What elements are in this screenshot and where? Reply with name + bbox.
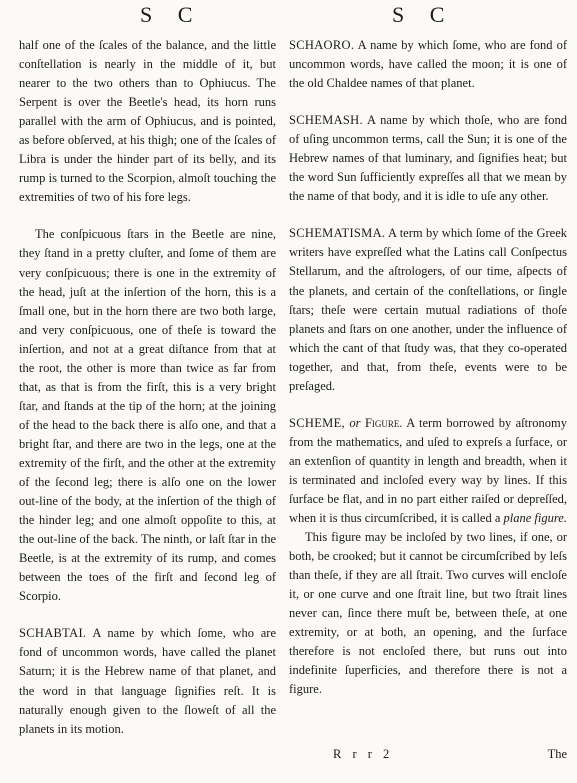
left-running-head: S C <box>140 2 203 27</box>
entry-schematisma <box>289 224 567 395</box>
definition-schemash: A name by which thoſe, who are fond of uſing uncommon terms, call the Sun; it is one of the Hebrew names of that luminary, and ſignifies heat; but the word Sun ſufficiently expreſſes all that we mean by the name of that body, and it is idle to uſe any other. <box>289 113 567 204</box>
definition-schematisma: A term by which ſome of the Greek writers have expreſſed what the Latins call Conſpectus Stellarum, and the aſtrologers, of our time, aſpects of the planets, and certain of the conſtellations, or ſingle ſtars; theſe were certain mutual radiations of thoſe planets and ſtars on one another, under the influence of which the cant of that ſtudy was, that they co-operated together, and that, from theſe, events were to be preſaged. <box>289 226 567 393</box>
definition-schaoro: A name by which ſome, who are fond of uncommon words, have called the moon; it is one of the old Chaldee names of that planet. <box>289 38 568 91</box>
catchword: The <box>547 747 567 761</box>
entry-schemash <box>289 111 567 206</box>
page-footer <box>289 747 567 767</box>
headword-schabtai: SCHABTAI. <box>19 626 87 641</box>
signature-mark: R r r 2 <box>333 747 394 761</box>
left-column <box>19 36 276 739</box>
scheme-figure: Figure. <box>364 415 403 430</box>
headword-schemash: SCHEMASH. <box>289 113 363 128</box>
entry-scheme <box>289 414 567 528</box>
plane-figure-term: plane figure. <box>503 511 567 526</box>
scheme-or: or <box>349 415 361 430</box>
definition-schabtai: A name by which ſome, who are fond of uncommon words, have called the planet Saturn; it is the Hebrew name of that planet, and the word in that language ſignifies reſt. It is naturally enough given to the ſloweſt of all the planets in its motion. <box>19 626 277 736</box>
running-header <box>0 2 577 36</box>
right-column <box>289 36 567 700</box>
headword-scheme: SCHEME, <box>289 415 345 430</box>
definition-scheme-a: A term borrowed by aſtronomy from the mathematics, and uſed to expreſs a ſurface, or an extenſion of quantity in length and breadth, when it is terminated and incloſed every way by lines. If this ſurface be flat, and in no part either raiſed or depreſſed, when it is thus circumſcribed, it is called a <box>289 415 568 526</box>
headword-schaoro: SCHAORO. <box>289 38 355 52</box>
entry-schabtai <box>19 624 276 738</box>
right-running-head: S C <box>392 2 455 27</box>
entry-schaoro <box>289 36 567 93</box>
beetle-paragraph-1: half one of the ſcales of the balance, and the little conſtellation is nearly in the middle of it, but nearer to the two others than to Ophiucus. The Serpent is over the Beetle's head, its horn runs parallel with the arm of Ophiucus, and is pointed, as before obſerved, at his thigh; one of the ſcales of Libra is under the hinder part of its belly, and its rump is turned to the Scorpion, almoſt touching the extremities of two of his fore legs. <box>19 38 276 205</box>
headword-schematisma: SCHEMATISMA. <box>289 226 386 241</box>
beetle-paragraph-2: The conſpicuous ſtars in the Beetle are nine, they ſtand in a pretty cluſter, and ſome of them are very conſpicuous; there is one in the extremity of the head, juſt at the inſertion of the horn, this is a ſmall one, but in the horn there are two both large, and very conſpicuous, one of theſe is toward the inſertion, and not at a great diſtance from that at the root, the other is more than twice as far from that, as that is from the firſt, this is a very bright ſtar, and ſtands at the tip of the horn; at the joining of the head to the back there is alſo one, and that a bright ſtar, and there are two in the legs, one at the extremity of the firſt, and the other at the extremity of the ſecond leg; there is alſo one on the lower out-line of the body, at the inſertion of the thigh of the hinder leg; and one almoſt oppoſite to this, at the out-line of the back. The ninth, or laſt ſtar in the Beetle, is at the extremity of its rump, and comes between the toes of the firſt and ſecond leg of Scorpio. <box>19 227 276 604</box>
scheme-paragraph-2: This figure may be incloſed by two lines, if one, or both, be crooked; but it cannot be circumſcribed by leſs than theſe, if they are all ſtrait. Two curves will encloſe it, or one curve and one ſtrait line, but two ſtrait lines never can, ſince there muſt be, between theſe, at one extremity, or at both, an opening, and the ſurface therefore is not encloſed there, but runs out into indefinite ſuperficies, and therefore there is not a figure. <box>289 530 567 697</box>
